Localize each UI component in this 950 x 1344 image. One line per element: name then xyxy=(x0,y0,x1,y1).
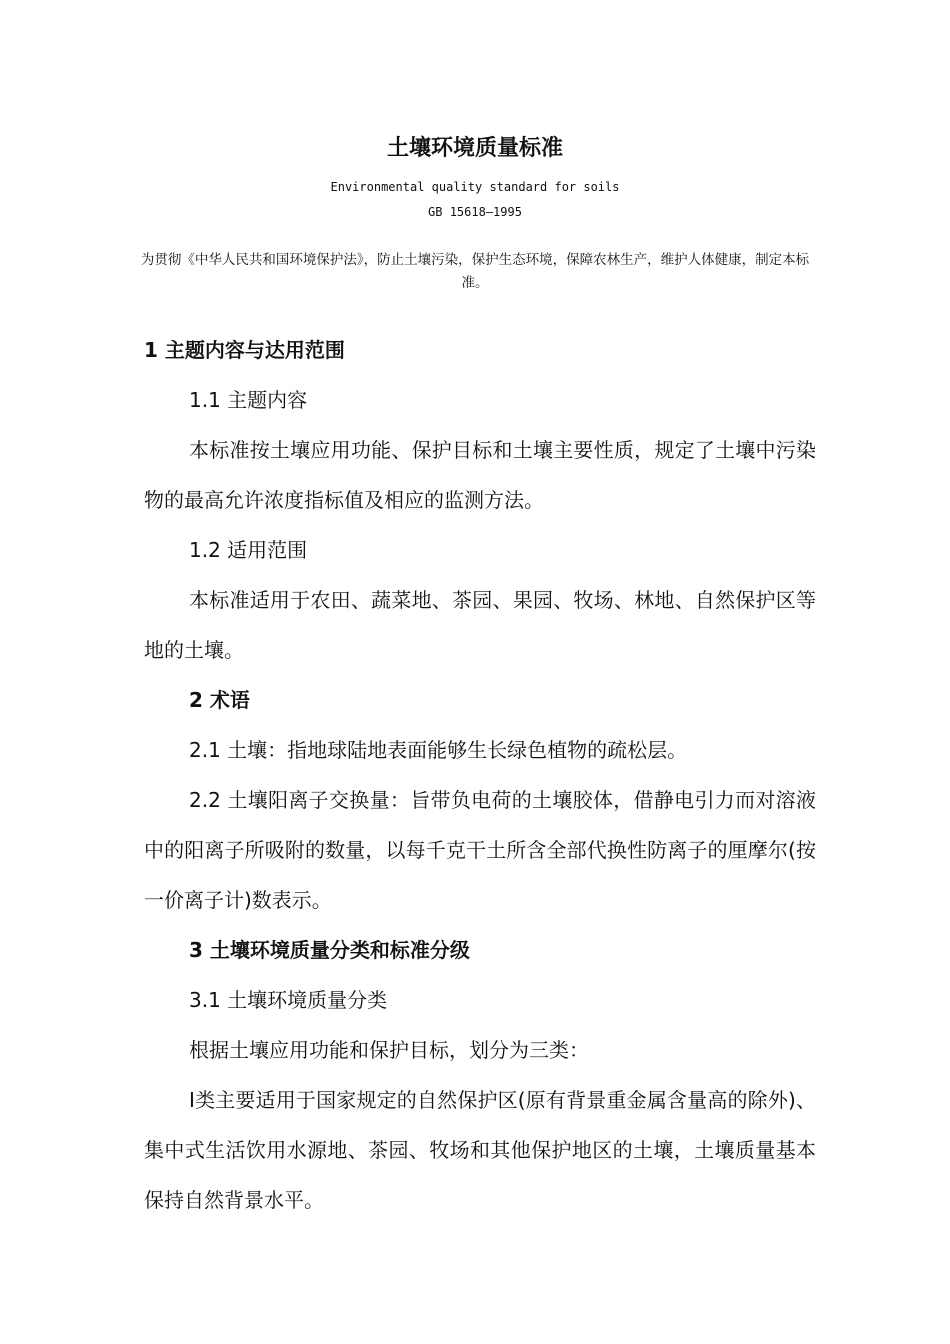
section-1-heading: 1 主题内容与达用范围 xyxy=(144,338,345,362)
standard-code: GB 15618—1995 xyxy=(428,205,522,219)
foreword-paragraph: 为贯彻《中华人民共和国环境保护法》，防止土壤污染，保护生态环境，保障农林生产，维护人体健康，制定本标准。 xyxy=(140,252,810,291)
section-1-1-paragraph: 本标准按土壤应用功能、保护目标和土壤主要性质，规定了土壤中污染物的最高允许浓度指标值及相应的监测方法。 xyxy=(144,438,816,512)
section-3-1-intro: 根据土壤应用功能和保护目标，划分为三类： xyxy=(189,1038,589,1062)
class-1-paragraph: Ⅰ类主要适用于国家规定的自然保护区(原有背景重金属含量高的除外)、集中式生活饮用水源地、茶园、牧场和其他保护地区的土壤，土壤质量基本 保持自然背景水平。 xyxy=(144,1088,816,1212)
section-3-heading: 3 土壤环境质量分类和标准分级 xyxy=(189,938,470,962)
section-2-2-paragraph: 2.2 土壤阳离子交换量：旨带负电荷的土壤胶体，借静电引力而对溶液中的阳离子所吸附的数量，以每千克干土所含全部代换性防离子的厘摩尔(按一价离子计)数表示。 xyxy=(144,788,816,912)
section-1-2-heading: 1.2 适用范围 xyxy=(189,538,308,562)
section-2-1-paragraph: 2.1 土壤：指地球陆地表面能够生长绿色植物的疏松层。 xyxy=(189,738,688,762)
document-body xyxy=(144,325,816,1225)
document-title: 土壤环境质量标准 xyxy=(386,136,563,161)
section-1-1-heading: 1.1 主题内容 xyxy=(189,388,308,412)
section-2-heading: 2 术语 xyxy=(189,688,250,712)
section-3-1-heading: 3.1 土壤环境质量分类 xyxy=(189,988,388,1012)
document-subtitle: Environmental quality standard for soils xyxy=(330,180,620,194)
section-1-2-paragraph: 本标准适用于农田、蔬菜地、茶园、果园、牧场、林地、自然保护区等地的土壤。 xyxy=(144,588,816,662)
